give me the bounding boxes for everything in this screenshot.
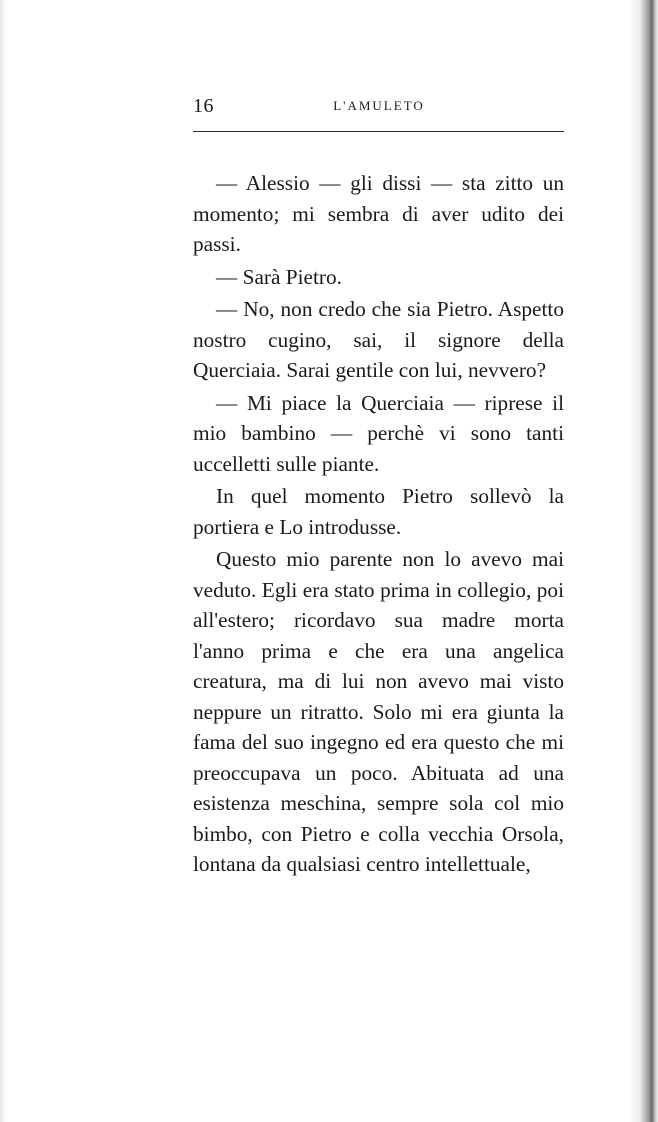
book-binding-shadow xyxy=(628,0,658,1122)
scan-left-edge xyxy=(0,0,6,1122)
paragraph: In quel momento Pietro sollevò la portiera e Lo introdusse. xyxy=(193,484,564,539)
paragraph: — No, non credo che sia Pietro. Aspetto nostro cugino, sai, il signore della Querciaia. Sarai gentile con lui, nevvero? xyxy=(193,297,564,382)
paragraph: — Mi piace la Querciaia — riprese il mio bambino — perchè vi sono tanti uccelletti sulle piante. xyxy=(193,390,564,476)
paragraph: Questo mio parente non lo avevo mai veduto. Egli era stato prima in collegio, poi all'estero; ricordavo sua madre morta l'anno prima e che era una angelica creatura, ma di lui non avevo mai visto neppure un ritratto. Solo mi era giunta la fama del suo ingegno ed era questo che mi preoccupava un poco. Abituata ad una esistenza meschina, sempre sola col mio bimbo, con Pietro e colla vecchia Orsola, lontana da qualsiasi centro intellettuale, xyxy=(193,547,564,876)
running-title: L'AMULETO xyxy=(333,98,425,113)
header-rule xyxy=(193,131,564,132)
paragraph: — Sarà Pietro. xyxy=(216,264,342,289)
running-head xyxy=(193,95,565,119)
body-text xyxy=(193,168,564,882)
page-number: 16 xyxy=(193,95,214,117)
paragraph: — Alessio — gli dissi — sta zitto un momento; mi sembra di aver udito dei passi. xyxy=(193,171,564,256)
